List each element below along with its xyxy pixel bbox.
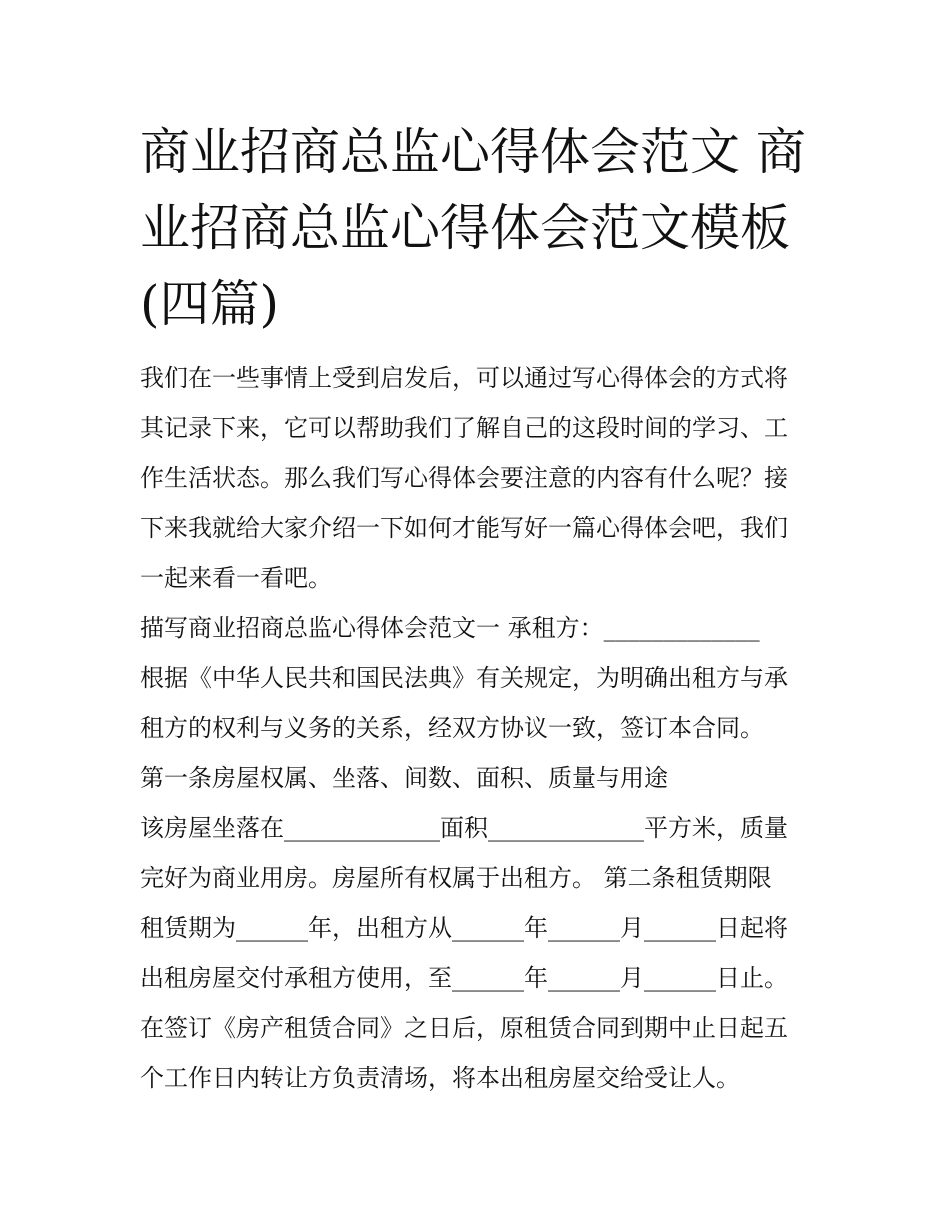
body-line: 作生活状态。那么我们写心得体会要注意的内容有什么呢？接 [140, 464, 788, 492]
body-line: 在签订《房产租赁合同》之日后，原租赁合同到期中止日起五 [140, 1014, 788, 1042]
body-line: 该房屋坐落在_____________面积_____________平方米，质量 [140, 814, 788, 842]
body-line: 完好为商业用房。房屋所有权属于出租方。 第二条租赁期限 [140, 864, 772, 892]
body-line: 租赁期为______年，出租方从______年______月______日起将 [140, 914, 788, 942]
body-line: 个工作日内转让方负责清场，将本出租房屋交给受让人。 [140, 1064, 740, 1092]
document-body [140, 353, 820, 1103]
clause-heading-line: 第一条房屋权属、坐落、间数、面积、质量与用途 [140, 764, 668, 792]
section-heading-line: 描写商业招商总监心得体会范文一 承租方：_____________ [140, 614, 760, 642]
body-line: 下来我就给大家介绍一下如何才能写好一篇心得体会吧，我们 [140, 514, 788, 542]
body-line: 一起来看一看吧。 [140, 564, 332, 592]
body-line: 根据《中华人民共和国民法典》有关规定，为明确出租方与承 [140, 664, 788, 692]
body-line: 出租房屋交付承租方使用，至______年______月______日止。 [140, 964, 788, 992]
body-line: 其记录下来，它可以帮助我们了解自己的这段时间的学习、工 [140, 414, 788, 442]
body-line: 我们在一些事情上受到启发后，可以通过写心得体会的方式将 [140, 364, 788, 392]
body-line: 租方的权利与义务的关系，经双方协议一致，签订本合同。 [140, 714, 764, 742]
document-title: 商业招商总监心得体会范文 商业招商总监心得体会范文模板(四篇) [140, 123, 806, 333]
